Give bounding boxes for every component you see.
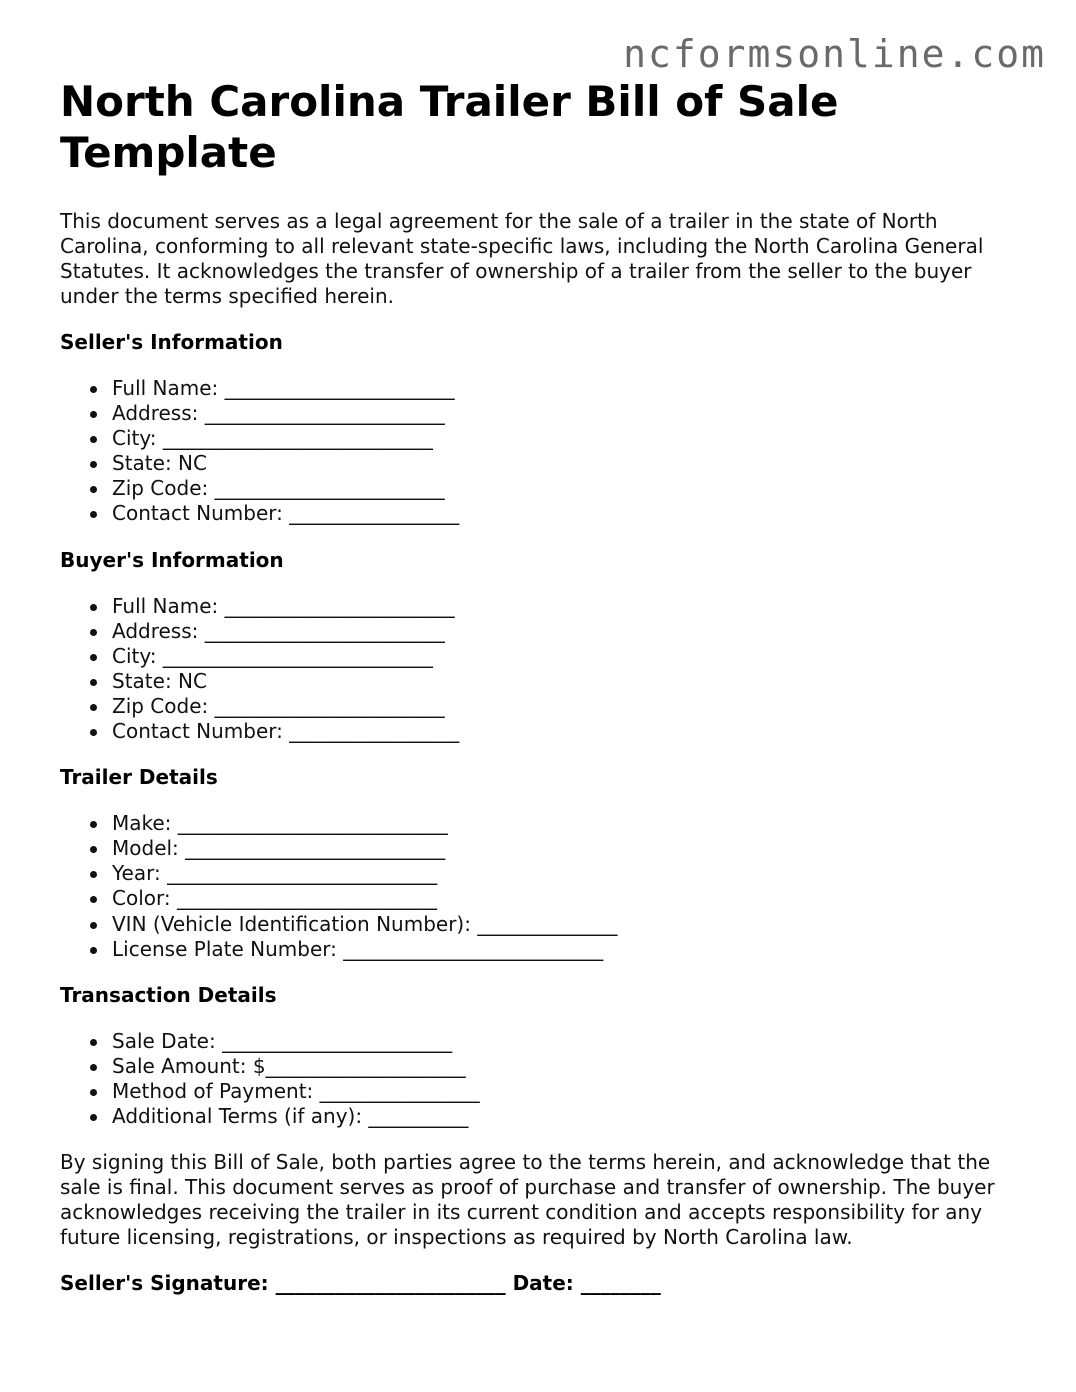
- document-title: North Carolina Trailer Bill of Sale Template: [60, 77, 839, 177]
- buyer-city-field: City: ___________________________: [60, 644, 1020, 669]
- buyer-zip-field: Zip Code: _______________________: [60, 694, 1020, 719]
- seller-address-field: Address: ________________________: [60, 401, 1020, 426]
- transaction-heading: Transaction Details: [60, 982, 277, 1007]
- seller-heading: Seller's Information: [60, 330, 283, 354]
- trailer-vin-field: VIN (Vehicle Identification Number): ______________: [60, 912, 1020, 937]
- transaction-field-list: [60, 1029, 1020, 1129]
- trailer-heading: Trailer Details: [60, 765, 218, 790]
- sale-amount-field: Sale Amount: $____________________: [60, 1054, 1020, 1079]
- seller-signature-field: Seller's Signature: _______________________: [60, 1271, 506, 1296]
- sale-date-field: Sale Date: _______________________: [60, 1029, 1020, 1054]
- trailer-year-field: Year: ___________________________: [60, 861, 1020, 886]
- trailer-section: [60, 765, 1020, 962]
- seller-field-list: [60, 376, 1020, 527]
- seller-contact-field: Contact Number: _________________: [60, 501, 1020, 526]
- seller-city-field: City: ___________________________: [60, 426, 1020, 451]
- buyer-state-field: State: NC: [60, 669, 1020, 694]
- intro-paragraph: This document serves as a legal agreement for the sale of a trailer in the state of North Carolina, conforming to all relevant state-specific laws, including the North Carolina General Statutes. It acknowledges the transfer of ownership of a trailer from the seller to the buyer under the terms specified herein.: [60, 209, 984, 308]
- document-page: [60, 76, 1020, 1296]
- buyer-field-list: [60, 594, 1020, 745]
- buyer-heading: Buyer's Information: [60, 547, 284, 572]
- seller-full-name-field: Full Name: _______________________: [60, 376, 1020, 401]
- buyer-full-name-field: Full Name: _______________________: [60, 594, 1020, 619]
- seller-section: [60, 330, 1020, 527]
- additional-terms-field: Additional Terms (if any): __________: [60, 1104, 1020, 1129]
- trailer-make-field: Make: ___________________________: [60, 811, 1020, 836]
- transaction-section: [60, 983, 1020, 1129]
- site-watermark: ncformsonline.com: [623, 32, 1046, 76]
- payment-method-field: Method of Payment: ________________: [60, 1079, 1020, 1104]
- trailer-field-list: [60, 811, 1020, 962]
- buyer-section: [60, 548, 1020, 745]
- signature-line: [60, 1271, 1020, 1296]
- closing-paragraph: By signing this Bill of Sale, both parties agree to the terms herein, and acknowledge that the sale is final. This document serves as proof of purchase and transfer of ownership. The buyer acknowledges receiving the trailer in its current condition and accepts responsibility for any future licensing, registrations, or inspections as required by North Carolina law.: [60, 1150, 995, 1250]
- buyer-contact-field: Contact Number: _________________: [60, 719, 1020, 744]
- trailer-plate-field: License Plate Number: __________________________: [60, 937, 1020, 962]
- signature-date-field: Date: ________: [512, 1271, 661, 1296]
- buyer-address-field: Address: ________________________: [60, 619, 1020, 644]
- trailer-color-field: Color: __________________________: [60, 886, 1020, 911]
- seller-state-field: State: NC: [60, 451, 1020, 476]
- trailer-model-field: Model: __________________________: [60, 836, 1020, 861]
- seller-zip-field: Zip Code: _______________________: [60, 476, 1020, 501]
